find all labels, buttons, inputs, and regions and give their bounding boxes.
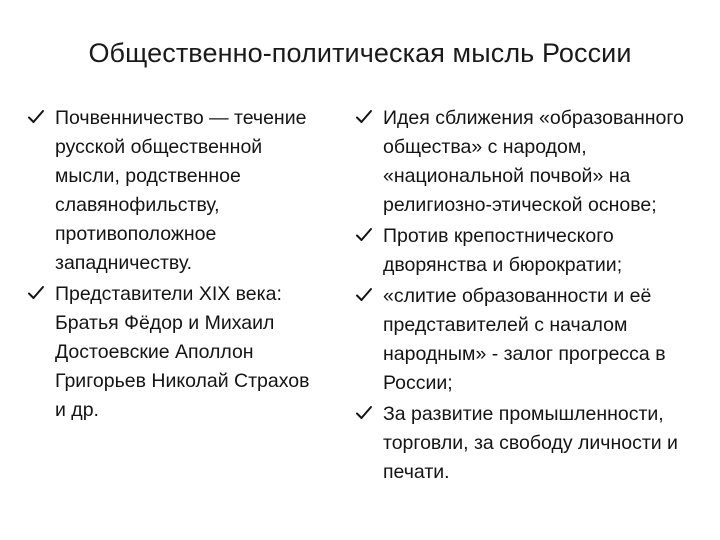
- list-item-representatives: [27, 280, 312, 425]
- against-text: Против крепостнического дворянства и бюрократии;: [383, 225, 623, 276]
- term-label: Почвенничество: [55, 107, 204, 129]
- definition-text: — течение русской общественной мысли, родственное славянофильству, противоположное западничеству.: [55, 107, 307, 274]
- list-item-development: [355, 400, 695, 487]
- representatives-text: Представители XIX века: Братья Фёдор и Михаил Достоевские Аполлон Григорьев Николай Страхов и др.: [55, 283, 310, 421]
- check-mark-icon: [355, 286, 373, 304]
- check-mark-icon: [355, 404, 373, 422]
- check-mark-icon: [27, 108, 45, 126]
- merging-text: «слитие образованности и её представителей с началом народным» - залог прогресса в России;: [383, 285, 666, 394]
- check-mark-icon: [27, 284, 45, 302]
- list-item-pochvennichestvo: [27, 104, 312, 278]
- list-item-against: [355, 222, 695, 280]
- left-bullet-list: [27, 104, 312, 427]
- slide-title: Общественно-политическая мысль России: [88, 38, 632, 68]
- list-item-idea: [355, 104, 695, 220]
- list-item-merging: [355, 282, 695, 398]
- development-text: За развитие промышленности, торговли, за свободу личности и печати.: [383, 403, 678, 483]
- check-mark-icon: [355, 226, 373, 244]
- idea-text: Идея сближения «образованного общества» с народом, «национальной почвой» на религиозно-этической основе;: [383, 107, 684, 216]
- right-bullet-list: [355, 104, 695, 489]
- check-mark-icon: [355, 108, 373, 126]
